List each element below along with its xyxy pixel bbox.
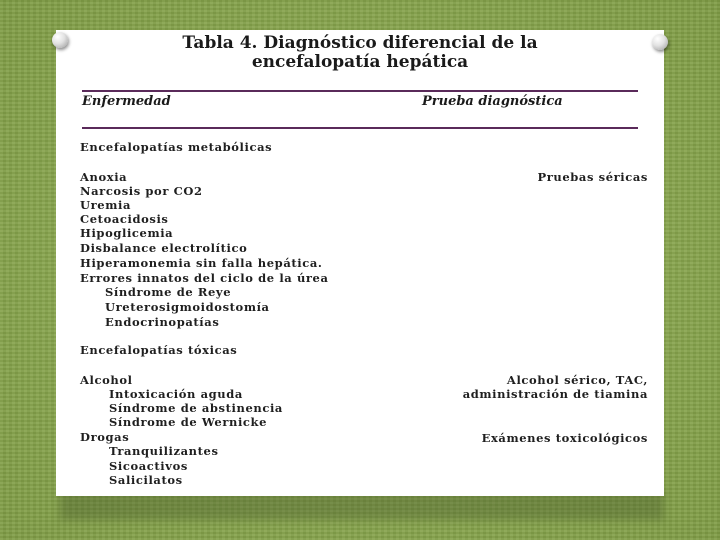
- list-item: Disbalance electrolítico: [80, 241, 248, 255]
- diagnostic-test: administración de tiamina: [462, 387, 648, 401]
- header-rule-bottom: [82, 127, 638, 129]
- sub-list-item: Sicoactivos: [109, 459, 188, 473]
- list-item: Errores innatos del ciclo de la úrea: [80, 271, 329, 285]
- list-item: Uremia: [80, 198, 131, 212]
- section-heading-metabolic: Encefalopatías metabólicas: [80, 140, 273, 154]
- list-item: Drogas: [80, 430, 130, 444]
- title-line-1: Tabla 4. Diagnóstico diferencial de la: [182, 33, 538, 53]
- list-item: Anoxia: [80, 170, 128, 184]
- column-header-test: Prueba diagnóstica: [422, 94, 563, 109]
- sub-list-item: Intoxicación aguda: [109, 387, 243, 401]
- sub-list-item: Ureterosigmoidostomía: [105, 300, 270, 314]
- sub-list-item: Tranquilizantes: [109, 444, 219, 458]
- list-item: Hiperamonemia sin falla hepática.: [80, 256, 323, 270]
- header-rule-top: [82, 90, 638, 92]
- diagnostic-test: Pruebas séricas: [537, 170, 648, 184]
- diagnostic-test: Alcohol sérico, TAC,: [506, 373, 648, 387]
- list-item: Cetoacidosis: [80, 212, 169, 226]
- sub-list-item: Síndrome de abstinencia: [109, 401, 283, 415]
- column-header-disease: Enfermedad: [82, 94, 171, 109]
- sub-list-item: Síndrome de Reye: [105, 285, 232, 299]
- list-item: Narcosis por CO2: [80, 184, 203, 198]
- section-heading-toxic: Encefalopatías tóxicas: [80, 343, 238, 357]
- sub-list-item: Síndrome de Wernicke: [109, 415, 268, 429]
- list-item: Alcohol: [80, 373, 133, 387]
- sub-list-item: Salicilatos: [109, 473, 183, 487]
- diagnostic-test: Exámenes toxicológicos: [481, 431, 648, 445]
- sub-list-item: Endocrinopatías: [105, 315, 220, 329]
- list-item: Hipoglicemia: [80, 226, 174, 240]
- title-line-2: encefalopatía hepática: [251, 52, 469, 72]
- table-title: [56, 34, 664, 72]
